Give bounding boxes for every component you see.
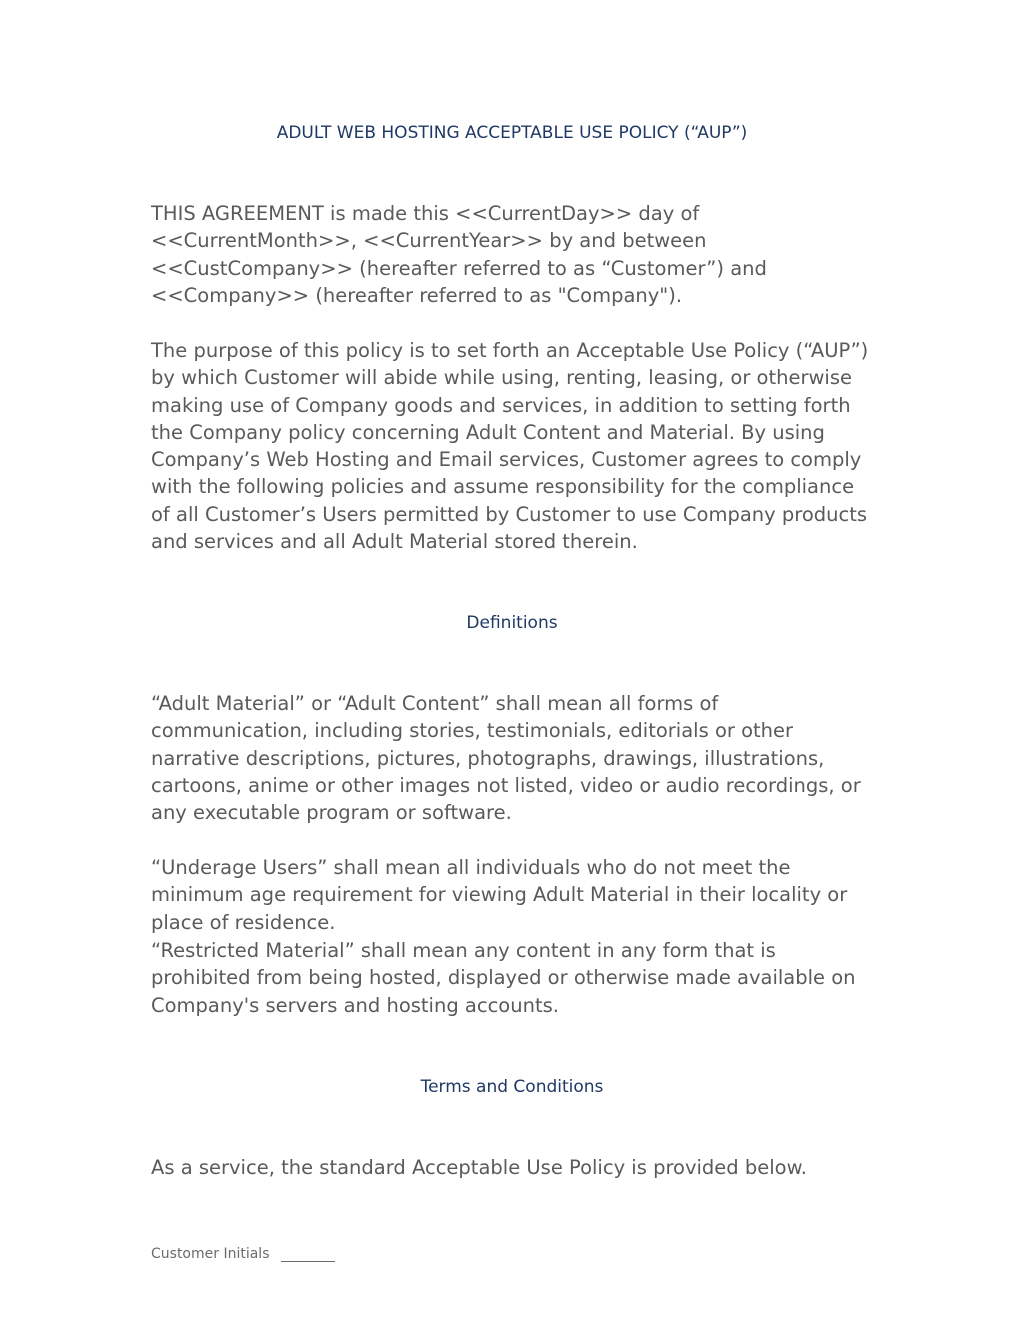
document-title: ADULT WEB HOSTING ACCEPTABLE USE POLICY (“AUP”) <box>276 123 748 143</box>
terms-intro-paragraph: As a service, the standard Acceptable Use Policy is provided below. <box>151 1156 807 1179</box>
purpose-paragraph: The purpose of this policy is to set forth an Acceptable Use Policy (“AUP”) by which Customer will abide while using, renting, leasing, or otherwise making use of Company goods and services, in addition to setting forth the Company policy concerning Adult Content and Material. By using Company’s Web Hosting and Email services, Customer agrees to comply with the following policies and assume responsibility for the compliance of all Customer’s Users permitted by Customer to use Company products and services and all Adult Material stored therein. <box>151 339 869 554</box>
customer-initials-field[interactable] <box>281 1261 335 1262</box>
definition-underage-users: “Underage Users” shall mean all individuals who do not meet the minimum age requirement for viewing Adult Material in their locality or place of residence. <box>151 856 848 934</box>
definition-adult-material: “Adult Material” or “Adult Content” shall mean all forms of communication, including stories, testimonials, editorials or other narrative descriptions, pictures, photographs, drawings, illustrations, cartoons, anime or other images not listed, video or audio recordings, or any executable program or software. <box>151 692 861 825</box>
definitions-heading: Definitions <box>466 613 558 633</box>
customer-initials-label: Customer Initials <box>151 1246 270 1262</box>
terms-heading: Terms and Conditions <box>420 1077 604 1097</box>
agreement-intro-paragraph: THIS AGREEMENT is made this <<CurrentDay>> day of <<CurrentMonth>>, <<CurrentYear>> by and between <<CustCompany>> (hereafter referred to as “Customer”) and <<Company>> (hereafter referred to as "Company"). <box>151 202 767 307</box>
definition-restricted-material: “Restricted Material” shall mean any content in any form that is prohibited from being hosted, displayed or otherwise made available on Company's servers and hosting accounts. <box>151 939 856 1017</box>
